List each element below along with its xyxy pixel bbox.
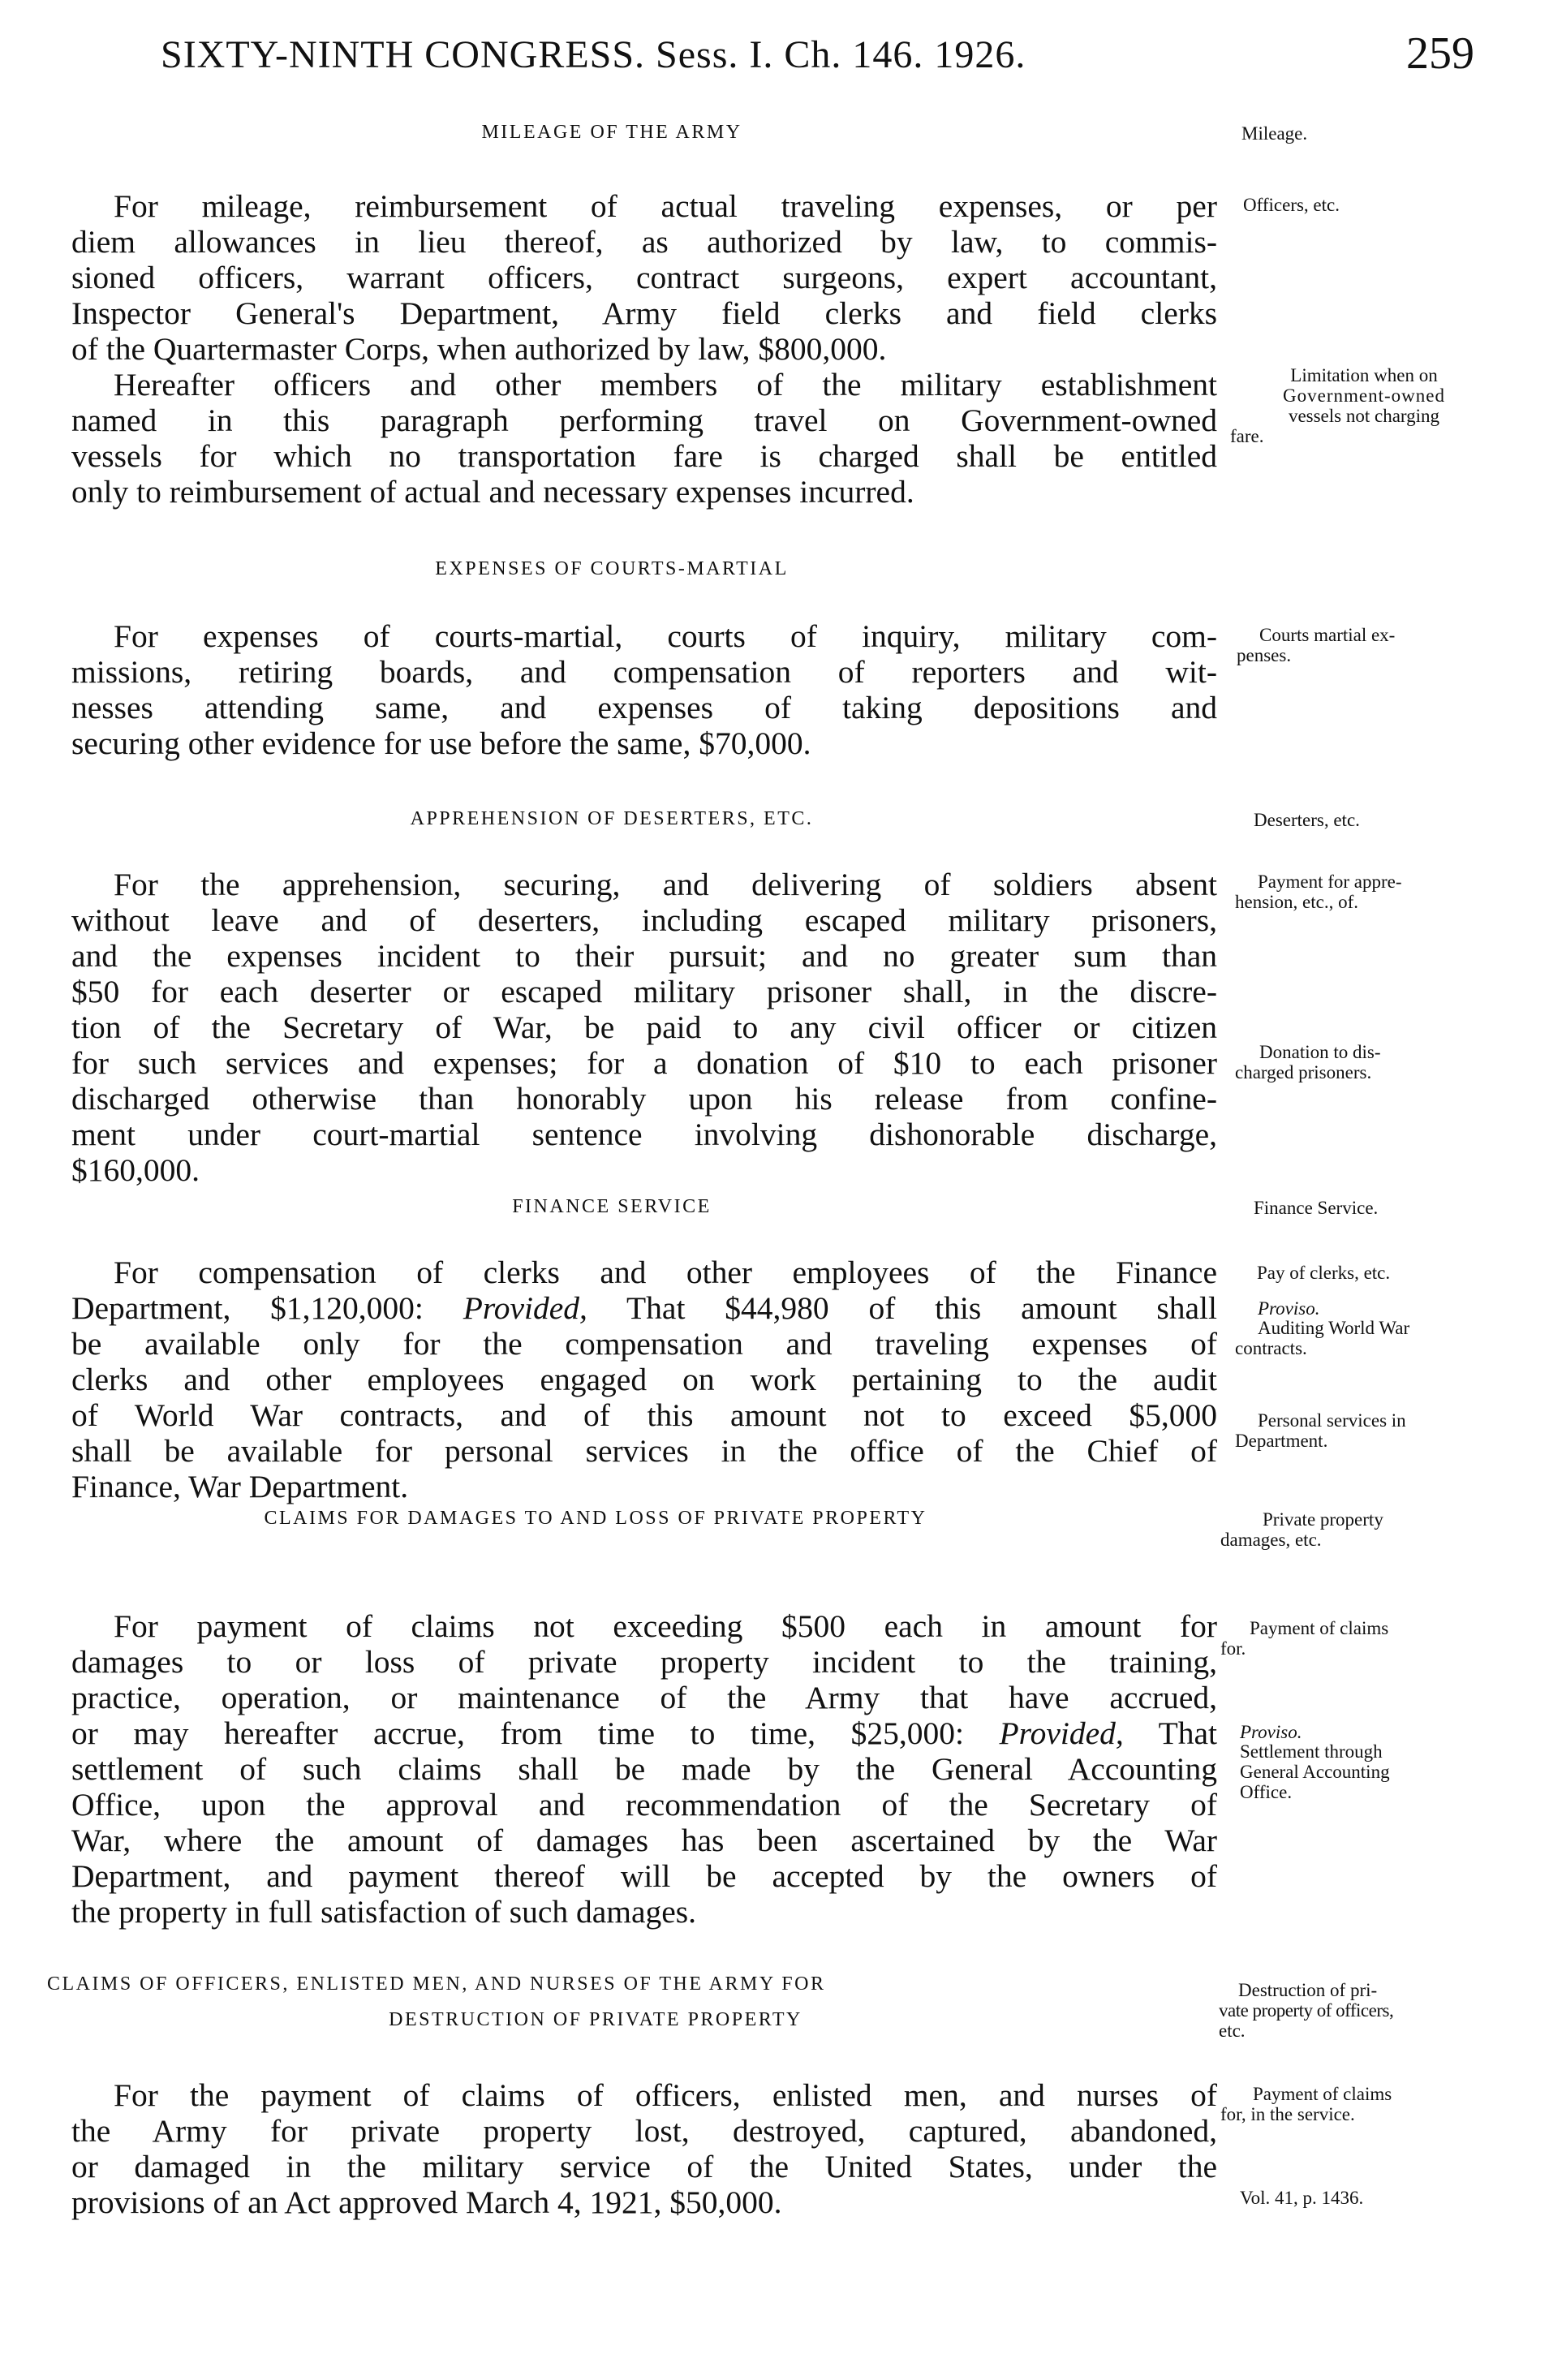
section-heading-destruction-line1: CLAIMS OF OFFICERS, ENLISTED MEN, AND NURSES OF THE ARMY FOR: [47, 1973, 826, 1995]
section-heading-destruction-line2: DESTRUCTION OF PRIVATE PROPERTY: [389, 2009, 802, 2030]
margin-note-deserters: Deserters, etc.: [1254, 810, 1360, 830]
section-heading-deserters: APPREHENSION OF DESERTERS, ETC.: [410, 808, 814, 829]
margin-note-vol-ref: Vol. 41, p. 1436.: [1240, 2188, 1364, 2208]
margin-note-finance-service: Finance Service.: [1254, 1198, 1379, 1218]
margin-note-payment-claims: Payment of claims for.: [1220, 1618, 1389, 1659]
margin-note-auditing: Auditing World War contracts.: [1235, 1318, 1410, 1358]
margin-note-proviso-2: Proviso.: [1240, 1722, 1302, 1742]
margin-note-mileage: Mileage.: [1241, 123, 1308, 144]
margin-note-payment-service: Payment of claims for, in the service.: [1220, 2084, 1392, 2124]
margin-note-private-property: Private property damages, etc.: [1220, 1509, 1383, 1550]
page-number: 259: [1406, 28, 1474, 79]
margin-note-proviso-1: Proviso.: [1258, 1298, 1320, 1319]
paragraph-deserters: For the apprehension, securing, and delivering of soldiers absent without leave and of deserters, including escaped military prisoners, and the expenses incident to their pursuit; and no greater sum than $50 for each deserter or escaped military prisoner shall, in the discre- tion of the Secretary of War, be paid to any civil officer or citizen for such services and expenses; for a donation of $10 to each prisoner discharged otherwise than honorably upon his release from confine- ment under court-martial sentence involving dishonorable discharge, $160,000.: [71, 867, 1217, 1188]
running-header: [0, 28, 1549, 89]
paragraph-hereafter: Hereafter officers and other members of the military establishment named in this paragraph performing travel on Government-owned vessels for which no transportation fare is charged shall be entitled only to reimbursement of actual and necessary expenses incurred.: [71, 367, 1217, 510]
margin-note-payment-apprehension: Payment for appre- hension, etc., of.: [1235, 872, 1402, 912]
margin-note-settlement: Settlement through General Accounting Office.: [1240, 1741, 1390, 1802]
section-heading-finance: FINANCE SERVICE: [512, 1196, 712, 1217]
paragraph-mileage: For mileage, reimbursement of actual traveling expenses, or per diem allowances in lieu thereof, as authorized by law, to commis- sioned officers, warrant officers, contract surgeons, expert accountant, Inspector General's Department, Army field clerks and field clerks of the Quartermaster Corps, when authorized by law, $800,000.: [71, 188, 1217, 367]
paragraph-finance: For compensation of clerks and other employees of the Finance Department, $1,120,000: Provided, That $44,980 of this amount shall be available only for the compensation and traveling expenses of clerks and other employees engaged on work pertaining to the audit of World War contracts, and of this amount not to exceed $5,000 shall be available for personal services in the office of the Chief of Finance, War Department.: [71, 1255, 1217, 1504]
margin-note-donation: Donation to dis- charged prisoners.: [1235, 1042, 1381, 1082]
margin-note-limitation: Limitation when on Government-owned vessels not charging fare.: [1230, 365, 1445, 446]
margin-note-officers: Officers, etc.: [1243, 195, 1340, 215]
paragraph-claims-damages: For payment of claims not exceeding $500 each in amount for damages to or loss of private property incident to the training, practice, operation, or maintenance of the Army that have accrued, or may hereafter accrue, from time to time, $25,000: Provided, That settlement of such claims shall be made by the General Accounting Office, upon the approval and recommendation of the Secretary of War, where the amount of damages has been ascertained by the War Department, and payment thereof will be accepted by the owners of the property in full satisfaction of such damages.: [71, 1608, 1217, 1930]
running-head: SIXTY-NINTH CONGRESS. Sess. I. Ch. 146. 1926.: [161, 33, 1026, 76]
section-heading-mileage: MILEAGE OF THE ARMY: [481, 122, 742, 143]
margin-note-destruction: Destruction of pri- vate property of officers, etc.: [1219, 1980, 1394, 2041]
margin-note-personal-services: Personal services in Department.: [1235, 1410, 1406, 1451]
paragraph-destruction: For the payment of claims of officers, enlisted men, and nurses of the Army for private property lost, destroyed, captured, abandoned, or damaged in the military service of the United States, under the provisions of an Act approved March 4, 1921, $50,000.: [71, 2077, 1217, 2220]
section-heading-claims-damages: CLAIMS FOR DAMAGES TO AND LOSS OF PRIVATE PROPERTY: [264, 1508, 927, 1529]
margin-note-pay-clerks: Pay of clerks, etc.: [1257, 1263, 1391, 1283]
section-heading-courts-martial: EXPENSES OF COURTS-MARTIAL: [435, 558, 789, 579]
paragraph-courts-martial: For expenses of courts-martial, courts of inquiry, military com- missions, retiring boards, and compensation of reporters and wit- nesses attending same, and expenses of taking depositions and securing other evidence for use before the same, $70,000.: [71, 618, 1217, 761]
margin-note-courts-martial: Courts martial ex- penses.: [1237, 625, 1396, 665]
